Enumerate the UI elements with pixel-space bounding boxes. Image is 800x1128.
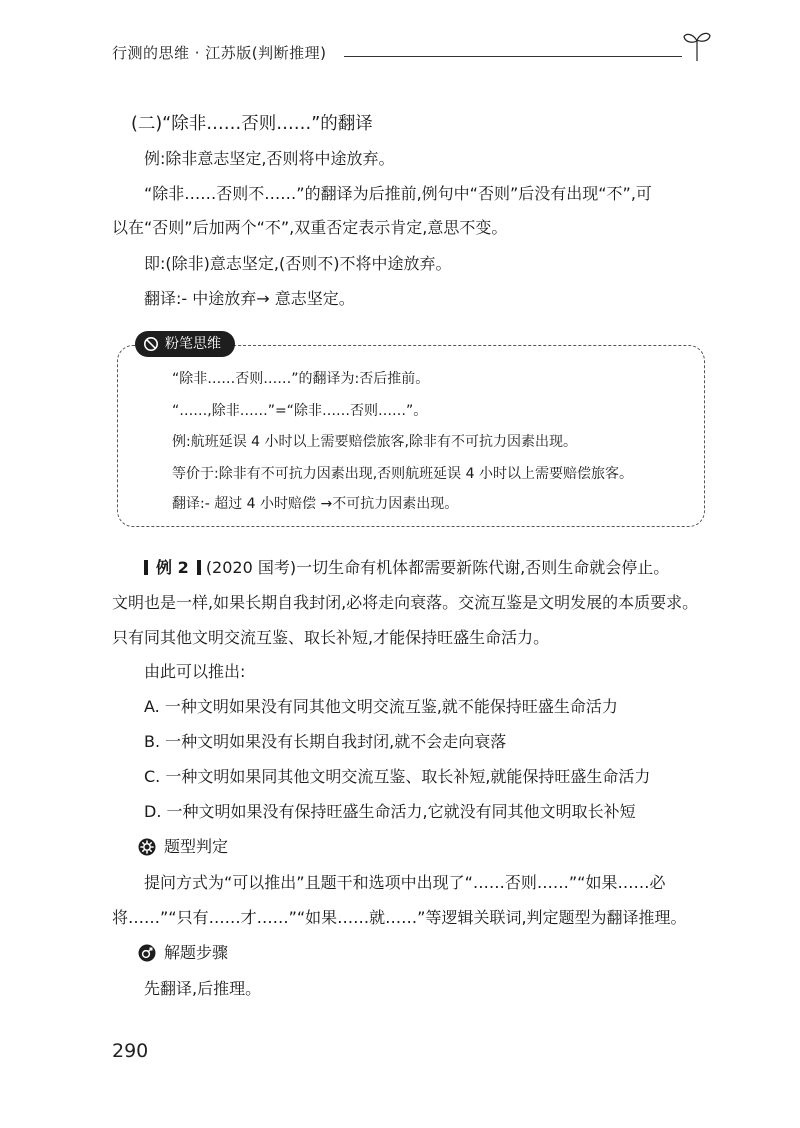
type-judgment-heading: [138, 836, 228, 858]
example2-line-3: 只有同其他文明交流互鉴、取长补短,才能保持旺盛生命活力。: [112, 628, 550, 647]
type-judgment-heading-text: 题型判定: [164, 837, 229, 856]
sprout-icon: [680, 28, 714, 62]
example2-line-1: [144, 557, 669, 579]
option-a: A. 一种文明如果没有同其他文明交流互鉴,就不能保持旺盛生命活力: [144, 697, 618, 716]
running-header-title: 行测的思维 · 江苏版(判断推理): [112, 44, 327, 62]
option-c: C. 一种文明如果同其他文明交流互鉴、取长补短,就能保持旺盛生命活力: [144, 767, 651, 786]
gear-icon: [138, 838, 156, 856]
tip-line-1: “除非……否则……”的翻译为:否后推前。: [172, 371, 430, 387]
example-marker-right: [197, 560, 201, 575]
example-marker-left: [144, 560, 148, 575]
solution-heading: [138, 942, 228, 964]
section-translation: 翻译:- 中途放弃→ 意志坚定。: [144, 289, 355, 308]
section-explain-line-1: “除非……否则不……”的翻译为后推前,例句中“否则”后没有出现“不”,可: [144, 184, 652, 203]
tip-line-3: 例:航班延误 4 小时以上需要赔偿旅客,除非有不可抗力因素出现。: [172, 434, 577, 450]
header-rule: [344, 56, 682, 57]
solution-text: 先翻译,后推理。: [144, 979, 262, 998]
tip-box-label: [135, 331, 235, 357]
solution-heading-text: 解题步骤: [164, 943, 229, 962]
type-judgment-line-2: 将……”“只有……才……”“如果……就……”等逻辑关联词,判定题型为翻译推理。: [112, 908, 687, 927]
example2-question: 由此可以推出:: [144, 662, 246, 681]
section-restate: 即:(除非)意志坚定,(否则不)不将中途放弃。: [144, 254, 452, 273]
section-heading: (二)“除非……否则……”的翻译: [131, 114, 373, 134]
tip-line-2: “……,除非……”=“除非……否则……”。: [172, 403, 428, 419]
tip-line-4: 等价于:除非有不可抗力因素出现,否则航班延误 4 小时以上需要赔偿旅客。: [172, 466, 633, 482]
tip-box-label-text: 粉笔思维: [165, 336, 221, 352]
example2-label: 例 2: [156, 558, 189, 577]
page-number: 290: [112, 1040, 149, 1062]
type-judgment-line-1: 提问方式为“可以推出”且题干和选项中出现了“……否则……”“如果……必: [144, 873, 666, 892]
example2-line-2: 文明也是一样,如果长期自我封闭,必将走向衰落。交流互鉴是文明发展的本质要求。: [112, 593, 699, 612]
example2-line-1-text: (2020 国考)一切生命有机体都需要新陈代谢,否则生命就会停止。: [205, 558, 670, 577]
tip-line-5: 翻译:- 超过 4 小时赔偿 →不可抗力因素出现。: [172, 496, 459, 512]
option-b: B. 一种文明如果没有长期自我封闭,就不会走向衰落: [144, 732, 507, 751]
section-example: 例:除非意志坚定,否则将中途放弃。: [144, 149, 395, 168]
section-explain-line-2: 以在“否则”后加两个“不”,双重否定表示肯定,意思不变。: [112, 218, 508, 237]
option-d: D. 一种文明如果没有保持旺盛生命活力,它就没有同其他文明取长补短: [144, 802, 636, 821]
forbidden-circle-icon: [143, 336, 159, 352]
steps-icon: [138, 944, 156, 962]
